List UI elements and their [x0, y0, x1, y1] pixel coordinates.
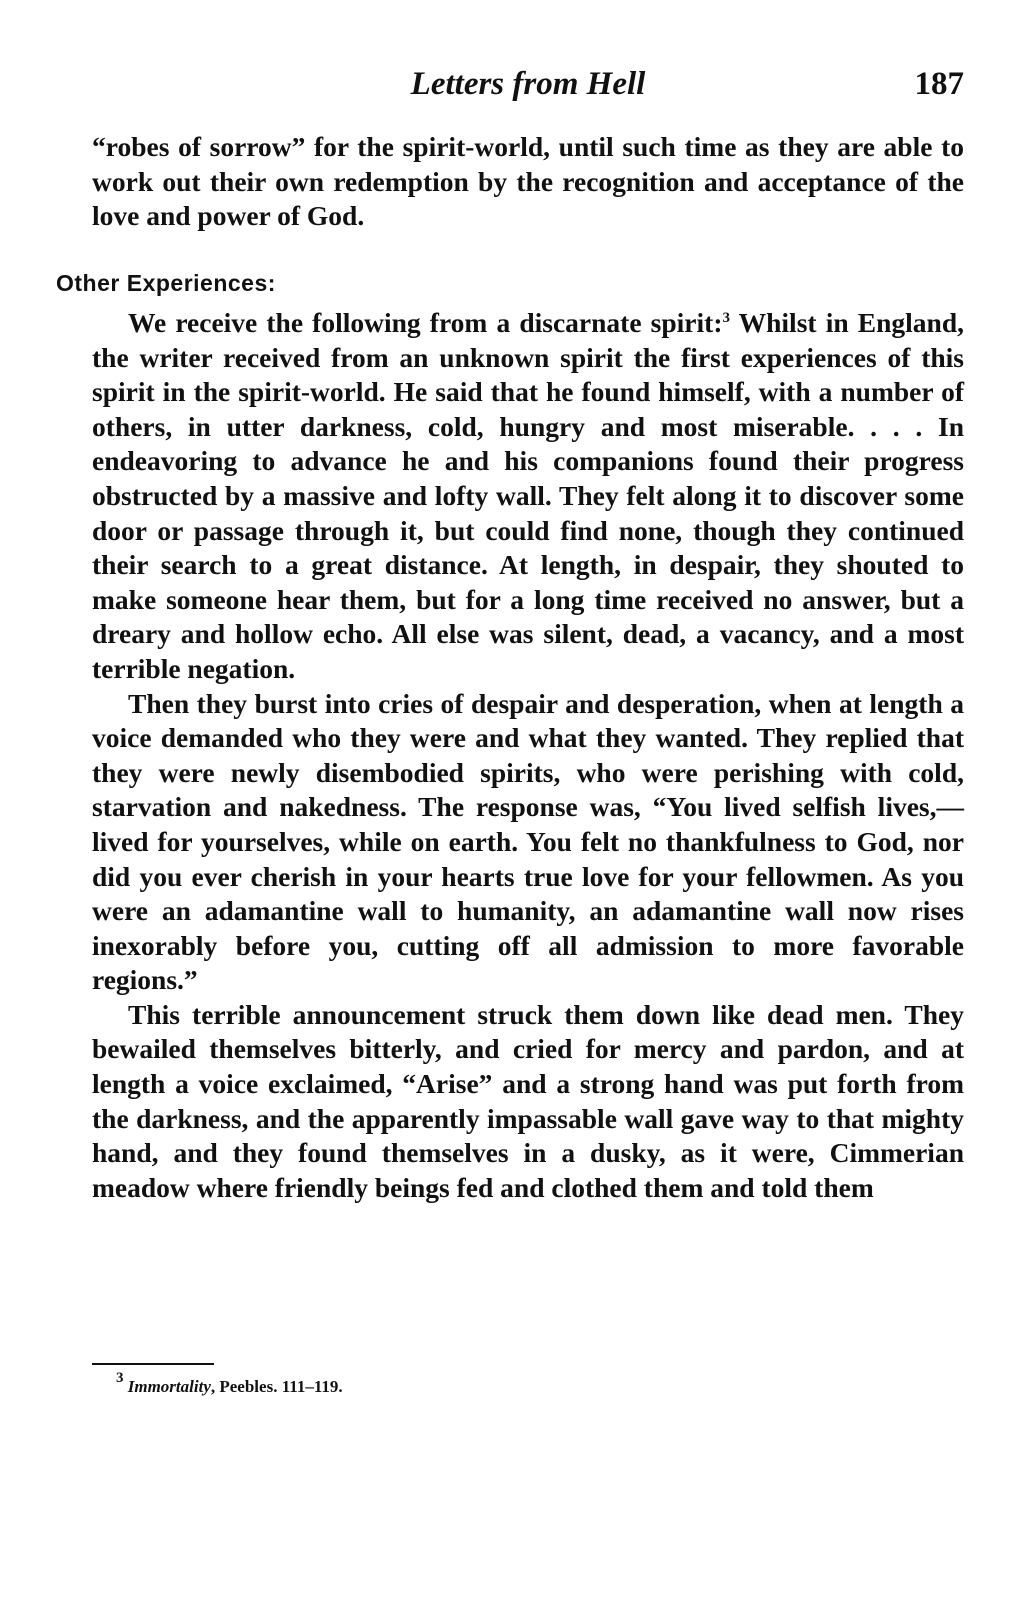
opening-text-block — [92, 130, 964, 234]
footnote-divider — [92, 1363, 214, 1365]
footnote-source-title: Immortality — [127, 1377, 211, 1396]
footnote-reference: 3 — [722, 310, 730, 326]
running-head — [92, 62, 964, 106]
main-text-block — [92, 306, 964, 1205]
paragraph-1-lead: We receive the following from a discarnate spirit: — [128, 307, 723, 338]
section-heading: Other Experiences: — [56, 270, 276, 296]
running-title: Letters from Hell — [410, 66, 646, 102]
opening-paragraph: “robes of sorrow” for the spirit-world, until such time as they are able to work out their own redemption by the recognition and acceptance of the love and power of God. — [92, 131, 964, 232]
footnote-source-details: , Peebles. 111–119. — [210, 1377, 343, 1396]
page-number: 187 — [914, 66, 964, 102]
paragraph-despair: Then they burst into cries of despair and desperation, when at length a voice demanded who they were and what they wanted. They replied that they were newly disembodied spirits, who were perishing with cold, starvation and nakedness. The response was, “You lived selfish lives,—lived for yourselves, while on earth. You felt no thankfulness to God, nor did you ever cherish in your hearts true love for your fellowmen. As you were an adamantine wall to humanity, an adamantine wall now rises inexorably before you, cutting off all admission to more favorable regions.” — [92, 687, 964, 996]
footnote — [116, 1370, 343, 1399]
footnote-marker: 3 — [116, 1370, 124, 1386]
paragraph-1-text: Whilst in England, the writer received from an unknown spirit the first experiences of this spirit in the spirit-world. He said that he found himself, with a number of others, in utter darkness, cold, hungry and most miserable. . . . In endeavoring to advance he and his companions found their progress obstructed by a massive and lofty wall. They felt along it to discover some door or passage through it, but could find none, though they continued their search to a great distance. At length, in despair, they shouted to make someone hear them, but for a long time received no answer, but a dreary and hollow echo. All else was silent, dead, a vacancy, and a most terrible negation. — [92, 307, 965, 684]
paragraph-discarnate-spirit — [92, 306, 964, 687]
paragraph-announcement: This terrible announcement struck them down like dead men. They bewailed themselves bitterly, and cried for mercy and pardon, and at length a voice exclaimed, “Arise” and a strong hand was put forth from the darkness, and the apparently impassable wall gave way to that mighty hand, and they found themselves in a dusky, as it were, Cimmerian meadow where friendly beings fed and clothed them and told them — [92, 998, 964, 1203]
